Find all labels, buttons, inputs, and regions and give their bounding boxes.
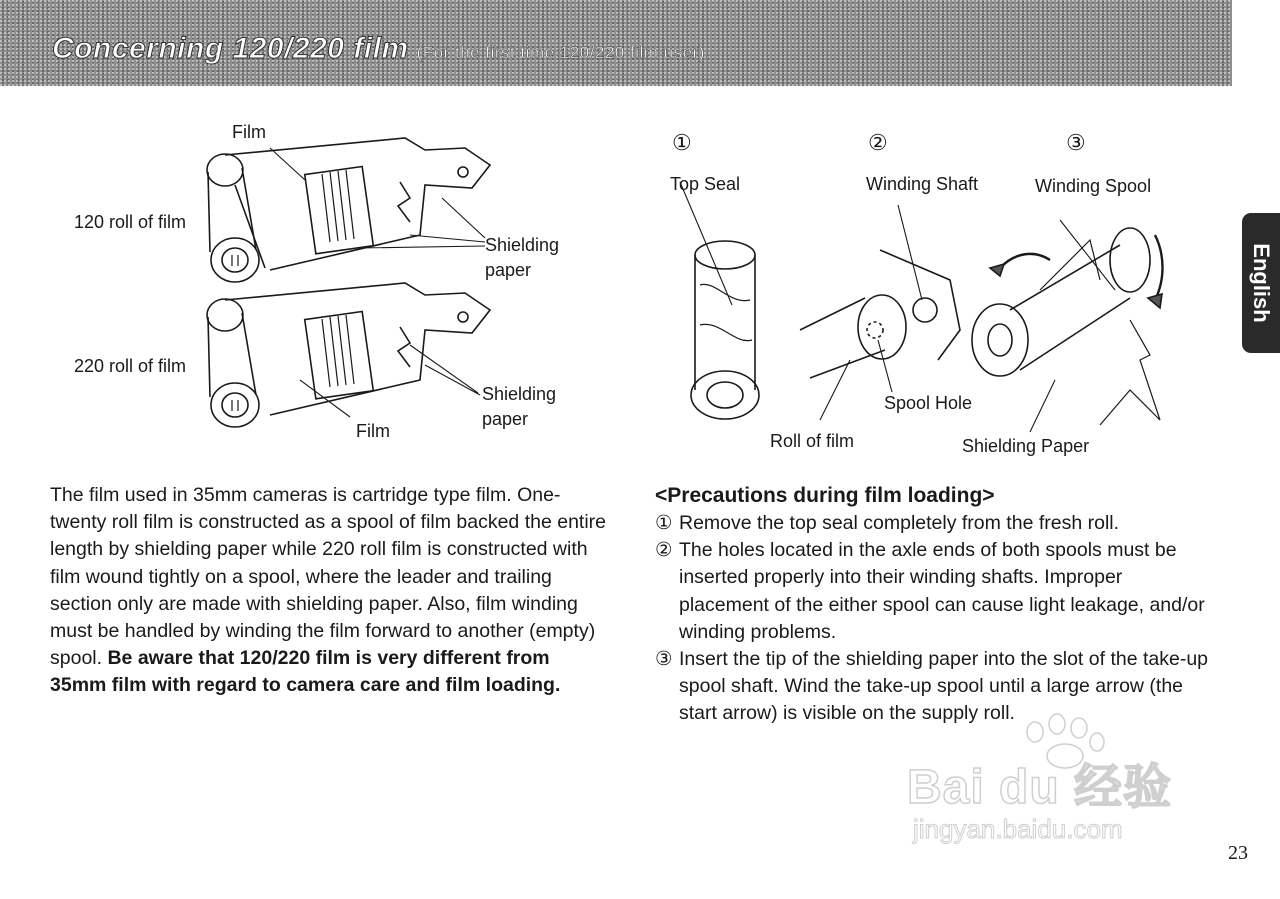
language-tab [1242,213,1280,353]
precaution-number: ③ [655,648,673,671]
label-220-roll: 220 roll of film [74,356,187,376]
intro-warning-text: Be aware that 120/220 film is very different from 35mm film with regard to camera care and film loading. [50,647,561,697]
roll-220-illustration [207,283,490,427]
roll-120-illustration [207,138,490,282]
label-film-top: Film [232,122,266,142]
step-1-marker: ① [672,130,692,155]
label-shielding-1: Shielding [485,235,560,255]
language-tab-label: English [1249,243,1274,323]
winding-shaft [880,205,960,360]
label-120-roll: 120 roll of film [74,212,187,232]
film-roll-diagram [60,110,600,460]
precautions-title: <Precautions during film loading> [655,484,995,507]
precaution-text: Remove the top seal completely from the fresh roll. [679,512,1120,534]
precaution-item-1 [655,510,1215,537]
precaution-text: The holes located in the axle ends of both spools must be inserted properly into their winding shafts. Improper placement of the either spool can cause light leakage, and/or winding problems. [679,539,1205,643]
precaution-item-2 [655,537,1215,646]
page-subtitle: (For the first time 120/220 film user). [416,43,711,62]
label-paper-2: paper [482,409,529,429]
page-title: Concerning 120/220 film (For the first time 120/220 film user). [52,32,711,65]
intro-text: The film used in 35mm cameras is cartridge type film. One-twenty roll film is constructed as a spool of film backed the entire length by shielding paper while 220 roll film is constructed with film wound tightly on a spool, where the leader and trailing section only are made with shielding paper. Also, film winding must be handled by winding the film forward to another (empty) spool. [50,484,606,670]
step-3-marker: ③ [1066,130,1086,155]
winding-spool [972,220,1163,432]
label-film-bottom: Film [356,421,390,441]
intro-paragraph [50,482,610,700]
baidu-watermark [895,710,1215,860]
film-loading-diagram [660,120,1180,465]
label-top-seal: Top Seal [670,174,741,194]
precaution-text: Insert the tip of the shielding paper into the slot of the take-up spool shaft. Wind the take-up spool until a large arrow (the start arrow) is visible on the supply roll. [679,648,1209,725]
step-2-marker: ② [868,130,888,155]
precaution-number: ① [655,512,673,534]
page-number: 23 [1228,842,1248,864]
label-shielding-2: Shielding [482,384,557,404]
header-banner [0,0,1232,86]
watermark-url-text: jingyan.baidu.com [913,814,1123,844]
label-paper-1: paper [485,260,532,280]
label-winding-spool: Winding Spool [1035,176,1152,196]
watermark-main-text: Bai du 经验 [907,761,1173,814]
label-shielding-paper: Shielding Paper [962,436,1090,456]
precautions-section [655,482,1215,728]
precaution-number: ② [655,539,673,562]
label-spool-hole: Spool Hole [884,393,973,413]
label-roll-of-film: Roll of film [770,431,855,451]
roll-with-top-seal [680,182,759,419]
label-winding-shaft: Winding Shaft [866,174,979,194]
